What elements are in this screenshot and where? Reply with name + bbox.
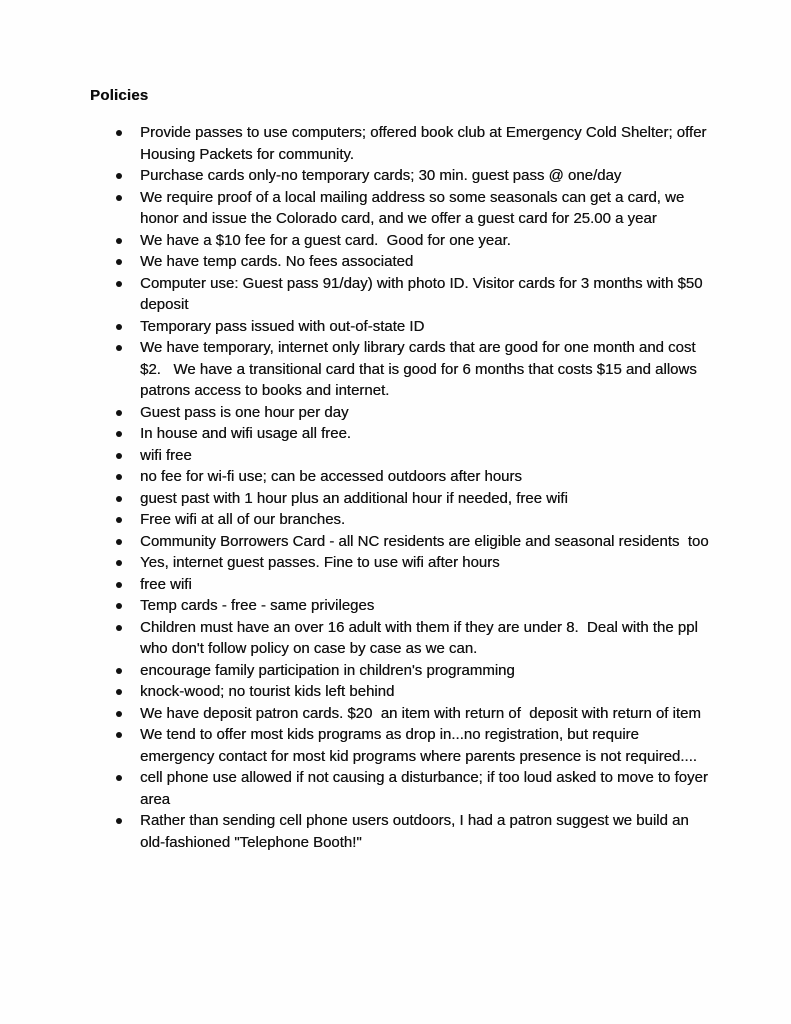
bullet-icon [113,122,140,136]
bullet-icon [113,660,140,674]
bullet-icon [113,703,140,717]
bullet-icon [113,230,140,244]
list-item [113,122,713,165]
list-item [113,681,713,703]
bullet-icon [113,187,140,201]
list-item-text: Free wifi at all of our branches. [140,511,346,528]
bullet-icon [113,552,140,566]
list-item-text: cell phone use allowed if not causing a disturbance; if too loud asked to move to foyer area [140,769,713,808]
list-item-text: wifi free [140,446,192,464]
bullet-icon [113,681,140,695]
bullet-icon [113,595,140,609]
list-item-text: We have temp cards. No fees associated [140,253,414,270]
list-item-text: Purchase cards only-no temporary cards; 30 min. guest pass @ one/day [140,167,622,184]
bullet-icon [113,810,140,824]
list-item [113,445,713,467]
bullet-icon [113,165,140,179]
list-item-text: Children must have an over 16 adult with them if they are under 8. Deal with the ppl who don't follow policy on case by case as we can. [140,618,702,657]
list-item-text: Provide passes to use computers; offered book club at Emergency Cold Shelter; offer Housing Packets for community. [140,124,711,163]
list-item-text: In house and wifi usage all free. [140,425,351,442]
bullet-icon [113,509,140,523]
list-item-text: We have a $10 fee for a guest card. Good for one year. [140,231,511,249]
list-item [113,230,713,252]
bullet-icon [113,337,140,351]
list-item-text: free wifi [140,575,192,593]
list-item-text: We have temporary, internet only library cards that are good for one month and cost $2. We have a transitional card that is good for 6 months that costs $15 and allows patrons access to books and internet. [140,339,701,399]
list-item [113,552,713,574]
list-item [113,316,713,338]
list-item-text: Guest pass is one hour per day [140,403,349,421]
list-item [113,724,713,767]
list-item-text: Temporary pass issued with out-of-state ID [140,317,425,335]
bullet-icon [113,316,140,330]
bullet-icon [113,423,140,437]
bullet-icon [113,445,140,459]
bullet-icon [113,574,140,588]
list-item [113,703,713,725]
list-item [113,402,713,424]
list-item-text: We tend to offer most kids programs as drop in...no registration, but require emergency contact for most kid programs where parents presence is not required.... [140,726,697,765]
list-item [113,810,713,853]
list-item [113,251,713,273]
list-item [113,273,713,316]
list-item-text: We require proof of a local mailing address so some seasonals can get a card, we honor and issue the Colorado card, and we offer a guest card for 25.00 a year [140,188,689,227]
list-item-text: Yes, internet guest passes. Fine to use wifi after hours [140,554,500,571]
list-item [113,187,713,230]
policies-list [113,122,713,853]
list-item [113,509,713,531]
bullet-icon [113,273,140,287]
list-item-text: Rather than sending cell phone users outdoors, I had a patron suggest we build an old-fashioned "Telephone Booth!" [140,812,693,851]
list-item-text: Community Borrowers Card - all NC residents are eligible and seasonal residents too [140,532,709,550]
list-item-text: knock-wood; no tourist kids left behind [140,683,395,700]
list-item-text: encourage family participation in children's programming [140,661,515,679]
list-item-text: no fee for wi-fi use; can be accessed outdoors after hours [140,468,522,485]
bullet-icon [113,402,140,416]
list-item [113,617,713,660]
list-item [113,531,713,553]
list-item-text: Computer use: Guest pass 91/day) with photo ID. Visitor cards for 3 months with $50 deposit [140,274,707,313]
list-item [113,767,713,810]
list-item [113,466,713,488]
list-item-text: Temp cards - free - same privileges [140,597,375,614]
page-title: Policies [90,87,149,104]
bullet-icon [113,724,140,738]
list-item [113,660,713,682]
list-item [113,488,713,510]
list-item [113,337,713,402]
bullet-icon [113,466,140,480]
list-item-text: We have deposit patron cards. $20 an item with return of deposit with return of item [140,704,701,722]
bullet-icon [113,531,140,545]
bullet-icon [113,488,140,502]
list-item [113,574,713,596]
list-item [113,165,713,187]
list-item [113,595,713,617]
bullet-icon [113,617,140,631]
bullet-icon [113,767,140,781]
list-item-text: guest past with 1 hour plus an additional hour if needed, free wifi [140,489,568,507]
bullet-icon [113,251,140,265]
list-item [113,423,713,445]
